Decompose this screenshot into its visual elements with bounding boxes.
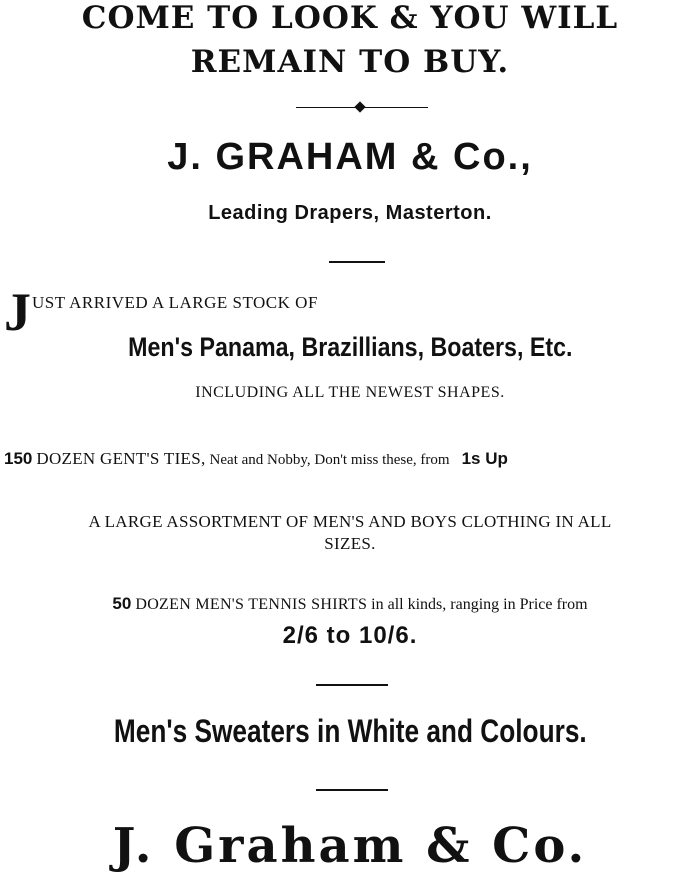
shapes-line: INCLUDING ALL THE NEWEST SHAPES. — [195, 384, 505, 401]
drop-cap: J — [4, 282, 31, 342]
ties-price: 1s Up — [461, 449, 508, 468]
shirts-price-range: 2/6 to 10/6. — [282, 622, 418, 649]
sweaters-text: Men's Sweaters in White and Colours. — [113, 713, 587, 749]
firm-name-bottom: J. Graham & Co. — [112, 818, 588, 874]
shirts-qty: 50 — [112, 594, 132, 613]
clothing-line-2: SIZES. — [324, 534, 376, 553]
ties-desc: Neat and Nobby, Don't miss these, from — [209, 452, 450, 468]
hats-text: Men's Panama, Brazillians, Boaters, Etc. — [127, 332, 573, 362]
divider-3 — [316, 789, 388, 791]
firm-tagline: Leading Drapers, Masterton. — [208, 202, 492, 224]
divider-1 — [329, 261, 385, 263]
headline-line-2: REMAIN TO BUY. — [190, 44, 510, 80]
arrival-text: UST ARRIVED A LARGE STOCK OF — [32, 293, 318, 312]
sweaters-line — [0, 713, 700, 750]
ties-line — [4, 449, 508, 469]
shirts-label: DOZEN MEN'S TENNIS SHIRTS — [135, 596, 368, 613]
divider-2 — [316, 684, 388, 686]
diamond-ornament-icon — [354, 101, 365, 112]
hats-line — [0, 332, 700, 363]
headline-line-1: COME TO LOOK & YOU WILL — [81, 0, 619, 36]
shirts-desc: in all kinds, ranging in Price from — [371, 596, 588, 613]
ties-label: DOZEN GENT'S TIES, — [36, 449, 206, 468]
shirts-line — [0, 594, 700, 614]
ties-qty: 150 — [4, 449, 33, 468]
firm-name-top: J. GRAHAM & Co., — [167, 136, 533, 178]
clothing-line-1: A LARGE ASSORTMENT OF MEN'S AND BOYS CLOTHING IN ALL — [88, 512, 612, 531]
